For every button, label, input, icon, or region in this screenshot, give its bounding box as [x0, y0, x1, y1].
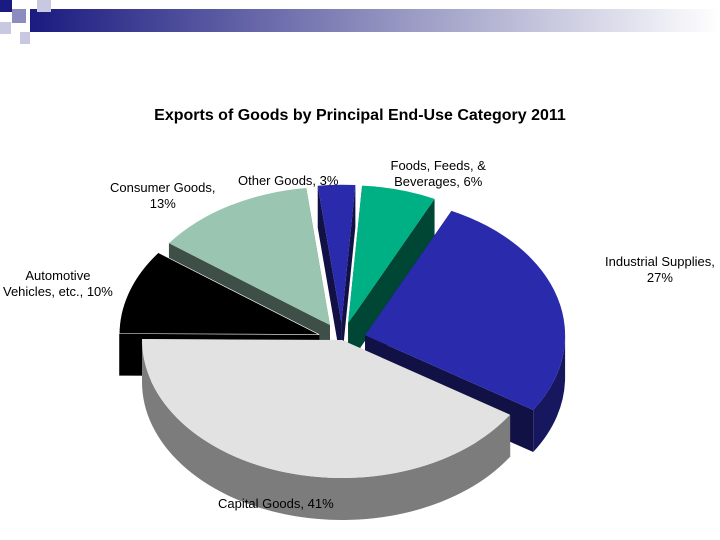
chart-title: Exports of Goods by Principal End-Use Category 2011	[154, 107, 566, 124]
slice-label-industrial-supplies	[605, 254, 715, 286]
slice-label-consumer-goods	[110, 180, 216, 212]
slice-label-line-1: Consumer Goods,	[110, 180, 216, 195]
slice-label-automotive-vehicles-etc	[3, 268, 113, 300]
slice-label-line-1: Industrial Supplies,	[605, 254, 715, 269]
slice-label-foods-feeds-beverages	[391, 158, 486, 190]
slice-label-line-2: 27%	[646, 270, 673, 285]
slice-label-line-1: Foods, Feeds, &	[390, 158, 486, 173]
slice-label-capital-goods	[218, 496, 334, 512]
slice-label-line-1: Other Goods, 3%	[238, 173, 339, 188]
slice-label-line-2: Vehicles, etc., 10%	[3, 284, 113, 299]
slice-label-other-goods	[238, 173, 338, 189]
slice-label-line-1: Capital Goods, 41%	[218, 496, 334, 511]
slice-label-line-1: Automotive	[25, 268, 91, 283]
slice-label-line-2: Beverages, 6%	[394, 174, 483, 189]
slice-label-line-2: 13%	[149, 196, 176, 211]
